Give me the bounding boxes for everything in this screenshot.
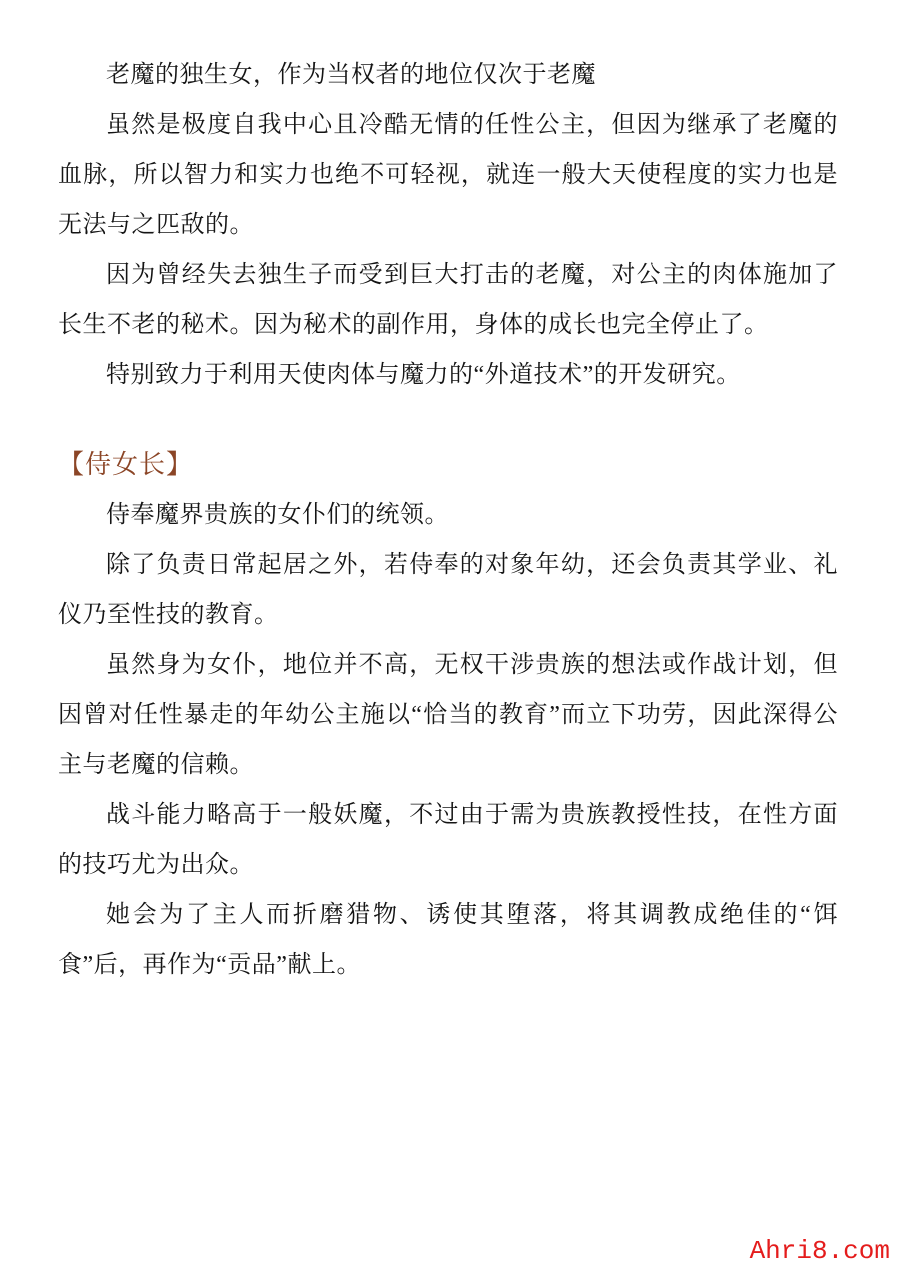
section-princess bbox=[58, 50, 838, 400]
section-head-maid bbox=[58, 440, 838, 990]
paragraph: 因为曾经失去独生子而受到巨大打击的老魔，对公主的肉体施加了长生不老的秘术。因为秘术的副作用，身体的成长也完全停止了。 bbox=[58, 262, 838, 338]
section-heading: 【侍女长】 bbox=[58, 450, 194, 479]
paragraph: 她会为了主人而折磨猎物、诱使其堕落，将其调教成绝佳的“饵食”后，再作为“贡品”献上。 bbox=[58, 902, 838, 978]
paragraph: 战斗能力略高于一般妖魔，不过由于需为贵族教授性技，在性方面的技巧尤为出众。 bbox=[58, 802, 838, 878]
paragraph: 除了负责日常起居之外，若侍奉的对象年幼，还会负责其学业、礼仪乃至性技的教育。 bbox=[58, 552, 838, 628]
paragraph: 特别致力于利用天使肉体与魔力的“外道技术”的开发研究。 bbox=[106, 362, 741, 388]
watermark: Ahri8.com bbox=[749, 1236, 890, 1266]
paragraph: 虽然是极度自我中心且冷酷无情的任性公主，但因为继承了老魔的血脉，所以智力和实力也绝不可轻视，就连一般大天使程度的实力也是无法与之匹敌的。 bbox=[58, 112, 838, 238]
paragraph: 侍奉魔界贵族的女仆们的统领。 bbox=[106, 502, 449, 528]
paragraph: 虽然身为女仆，地位并不高，无权干涉贵族的想法或作战计划，但因曾对任性暴走的年幼公主施以“恰当的教育”而立下功劳，因此深得公主与老魔的信赖。 bbox=[58, 652, 838, 778]
paragraph: 老魔的独生女，作为当权者的地位仅次于老魔 bbox=[106, 62, 596, 88]
